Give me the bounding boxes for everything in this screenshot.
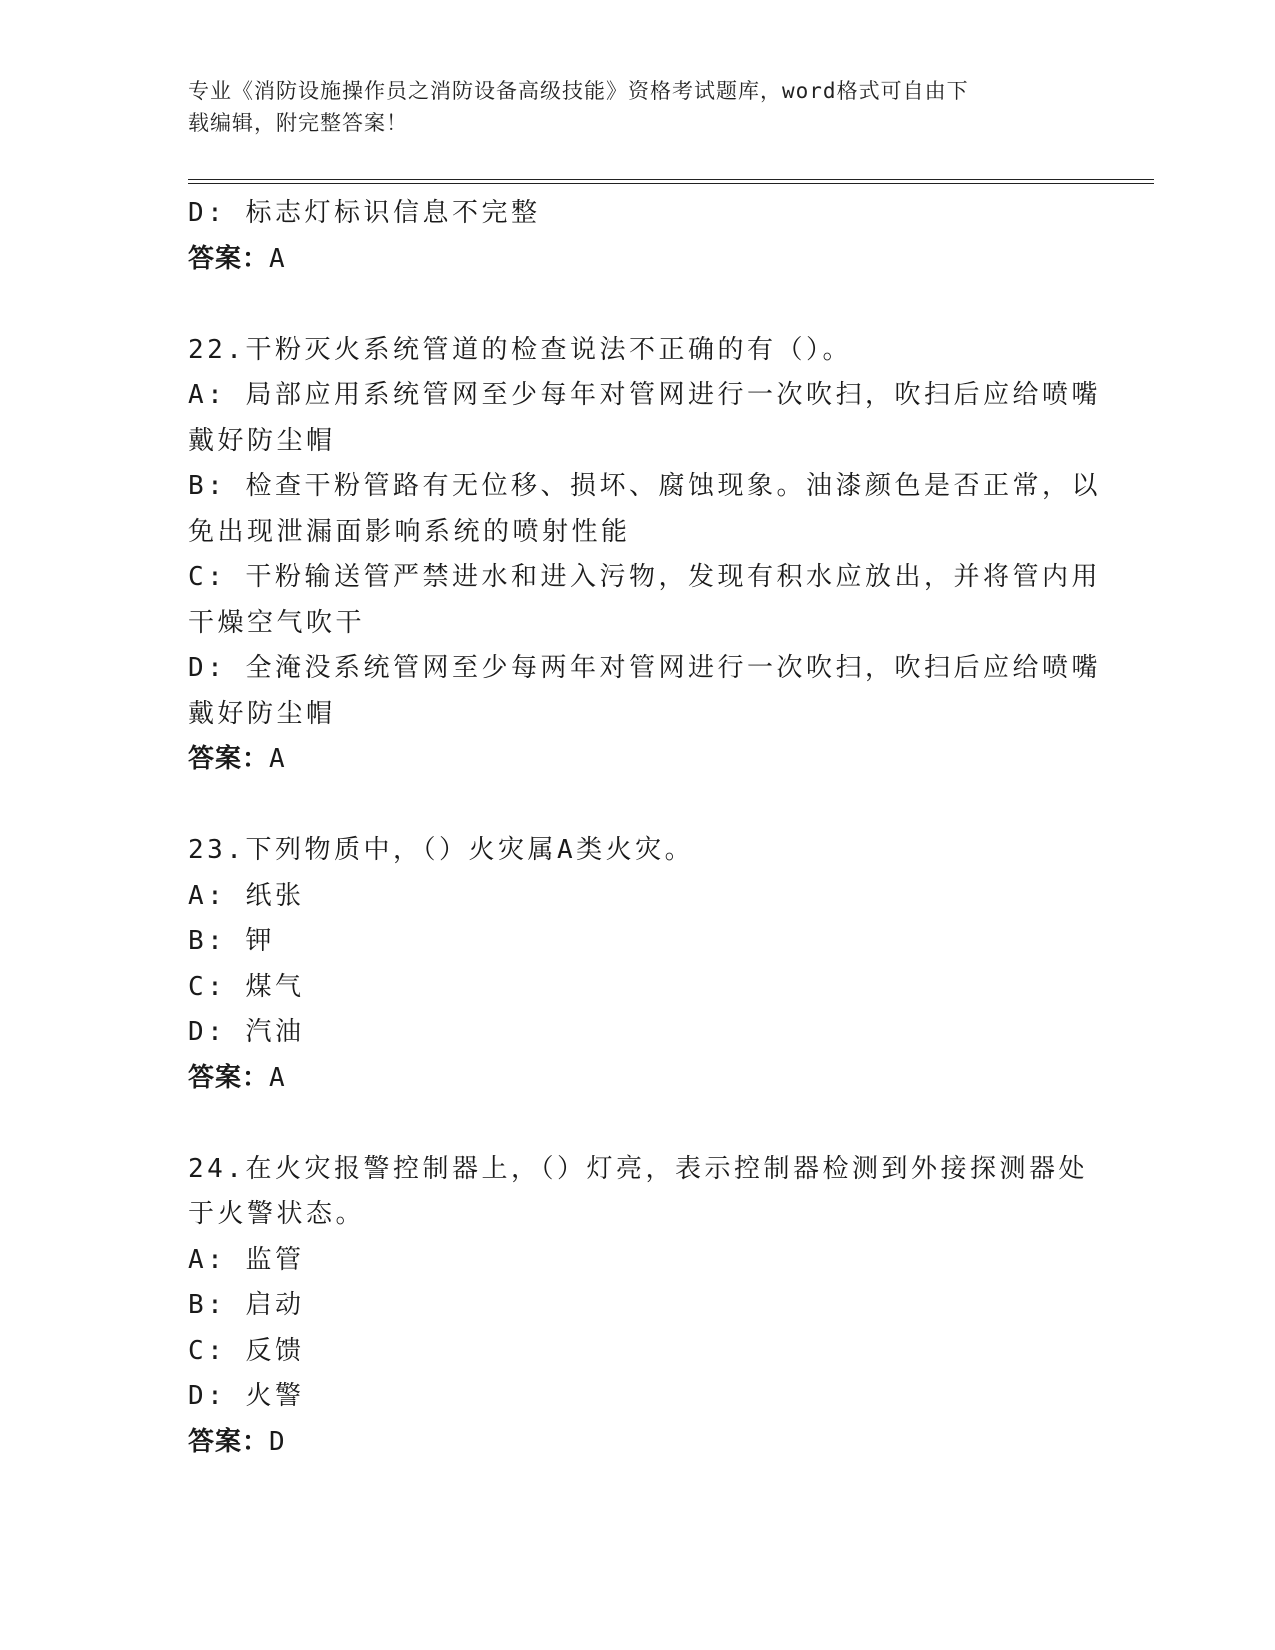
q24-option-c: C: 反馈 — [188, 1335, 305, 1366]
q22-option-d-line-2: 戴好防尘帽 — [188, 698, 336, 729]
q24-answer — [188, 1420, 1088, 1466]
header-rule-top — [188, 179, 1154, 180]
header-line-1: 专业《消防设施操作员之消防设备高级技能》资格考试题库，word格式可自由下 — [188, 79, 969, 103]
q22-option-a-line-2: 戴好防尘帽 — [188, 425, 336, 456]
q24-stem-line-2: 于火警状态。 — [188, 1199, 366, 1229]
question-list — [188, 191, 1101, 1465]
q21-answer — [188, 237, 1088, 283]
q21-option-d: D: 标志灯标识信息不完整 — [188, 198, 541, 228]
q22-option-c-line-1: C: 干粉输送管严禁进水和进入污物，发现有积水应放出，并将管内用 — [188, 562, 1101, 592]
q24-answer-value: D — [269, 1426, 286, 1457]
q23-answer — [188, 1056, 1088, 1102]
header-rule-bottom — [188, 183, 1154, 184]
q22-option-b-line-1: B: 检查干粉管路有无位移、损坏、腐蚀现象。油漆颜色是否正常，以 — [188, 471, 1101, 501]
q24-option-b: B: 启动 — [188, 1290, 305, 1320]
q23-option-a: A: 纸张 — [188, 880, 305, 911]
q21-answer-value: A — [269, 243, 286, 274]
q23-option-d: D: 汽油 — [188, 1017, 305, 1047]
q22-option-a-line-1: A: 局部应用系统管网至少每年对管网进行一次吹扫，吹扫后应给喷嘴 — [188, 380, 1101, 410]
q24-option-a: A: 监管 — [188, 1244, 305, 1275]
q22-option-d-line-1: D: 全淹没系统管网至少每两年对管网进行一次吹扫，吹扫后应给喷嘴 — [188, 653, 1101, 683]
q22-stem: 22.干粉灭火系统管道的检查说法不正确的有（）。 — [188, 334, 852, 365]
q21-answer-label: 答案： — [188, 243, 270, 274]
page-header — [188, 75, 1068, 139]
q23-answer-label: 答案： — [188, 1062, 270, 1093]
header-line-2: 载编辑，附完整答案！ — [188, 111, 408, 135]
q22-option-c-line-2: 干燥空气吹干 — [188, 607, 366, 638]
q22-option-b-line-2: 免出现泄漏面影响系统的喷射性能 — [188, 516, 631, 547]
q22-answer-value: A — [269, 744, 286, 774]
q24-option-d: D: 火警 — [188, 1381, 305, 1411]
q24-answer-label: 答案： — [188, 1426, 270, 1457]
q23-stem: 23.下列物质中，（）火灾属A类火灾。 — [188, 835, 695, 865]
q22-answer — [188, 737, 1088, 783]
q22-answer-label: 答案： — [188, 744, 270, 774]
q24-stem-line-1: 24.在火灾报警控制器上，（）灯亮，表示控制器检测到外接探测器处 — [188, 1153, 1088, 1184]
q23-option-b: B: 钾 — [188, 926, 275, 956]
q23-answer-value: A — [269, 1062, 286, 1093]
q23-option-c: C: 煤气 — [188, 971, 305, 1002]
